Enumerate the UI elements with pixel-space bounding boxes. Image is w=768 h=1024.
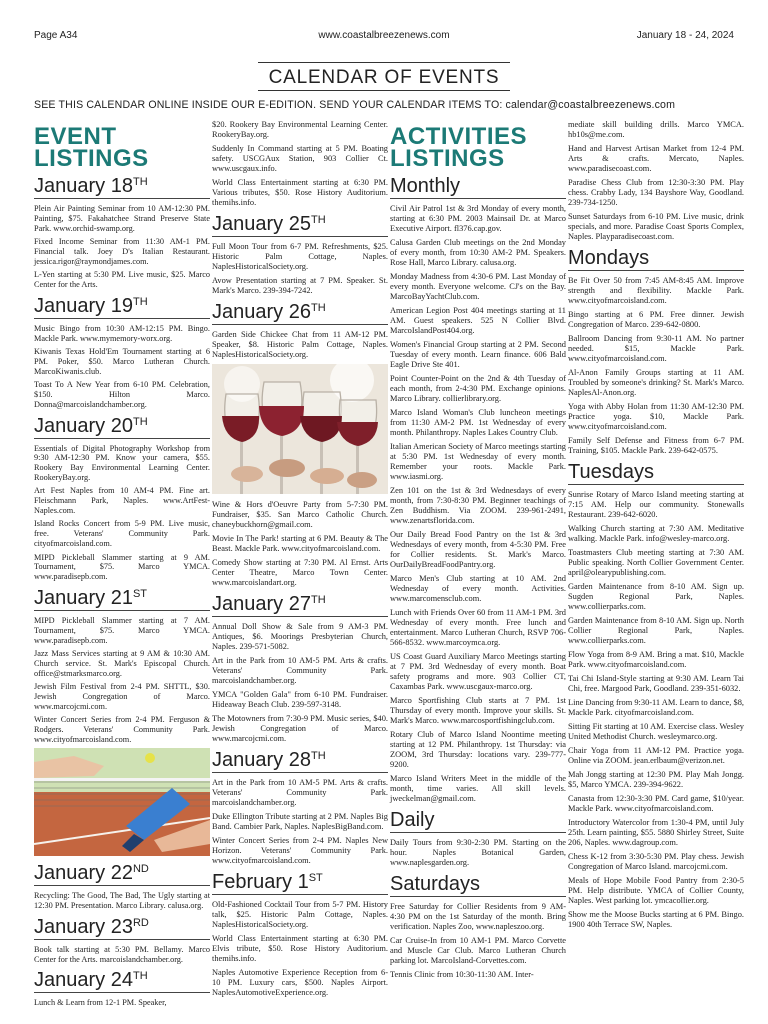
date-group — [34, 175, 210, 290]
day-heading — [390, 175, 566, 199]
list-item: Marco Island Woman's Club luncheon meetings from 11:30 AM-2 PM. 1st Wednesday of every month. Philanthropy. Naples Lakes Country Club. — [390, 408, 566, 437]
ordinal-suffix: TH — [132, 176, 148, 188]
list-item: Island Rocks Concert from 5-9 PM. Live music, free. Veterans' Community Park. cityofmarcoisland.com. — [34, 519, 210, 549]
date-group — [390, 175, 566, 804]
list-item: Winter Concert Series from 2-4 PM. Ferguson & Rodgers. Veterans' Community Park. www.cityofmarcoisland.com. — [34, 715, 210, 744]
pickleball-illustration — [34, 748, 210, 856]
day-heading — [34, 587, 210, 611]
list-item: Chair Yoga from 11 AM-12 PM. Practice yoga. Online via ZOOM. jean.erlbaum@verizon.net. — [568, 746, 744, 765]
list-item: Sunset Saturdays from 6-10 PM. Live music, drink specials, and more. Paradise Coast Sports Complex, Naples. Playparadisecoast.com. — [568, 212, 744, 241]
day-label: January 27 — [212, 593, 311, 615]
list-item: World Class Entertainment starting at 6:30 PM. Elvis tribute, $50. Rose History Auditorium. themihs.info. — [212, 934, 388, 963]
date-group — [34, 415, 210, 582]
site-url[interactable]: www.coastalbreezenews.com — [318, 30, 450, 41]
day-label: January 24 — [34, 969, 133, 992]
title-rule-top — [258, 62, 510, 63]
list-item: Italian American Society of Marco meetings starting at 5:30 PM. 1st Wednesday of every month. Remember your roots. Mackle Park. www.iasmi.org. — [390, 442, 566, 481]
list-item: World Class Entertainment starting at 6:30 PM. Various tributes, $50. Rose History Auditorium. themihs.info. — [212, 178, 388, 207]
issue-date: January 18 - 24, 2024 — [636, 30, 734, 41]
ordinal-suffix: TH — [310, 214, 326, 226]
day-heading — [212, 871, 388, 895]
list-item: Old-Fashioned Cocktail Tour from 5-7 PM. History talk, $25. Historic Palm Cottage, Naples. NaplesHistoricalSociety.org. — [212, 900, 388, 929]
day-heading — [568, 461, 744, 485]
list-item: Free Saturday for Collier Residents from 9 AM-4:30 PM on the 1st Saturday of the month. Bring verification. Naples Zoo, www.napleszoo.org. — [390, 902, 566, 931]
ordinal-suffix: RD — [132, 916, 149, 929]
day-label: Monthly — [390, 175, 461, 197]
list-item: Meals of Hope Mobile Food Pantry from 2:30-5 PM. Help distribute. YMCA of Collier County, Naples. West parking lot. ymcacollier.org. — [568, 876, 744, 905]
column-event-listings — [34, 120, 210, 1012]
continued-items — [568, 120, 744, 242]
list-item: Garden Side Chickee Chat from 11 AM-12 PM. Speaker, $8. Historic Palm Cottage, Naples. NaplesHistoricalSociety.org. — [212, 330, 388, 359]
date-group — [568, 461, 744, 930]
list-item: Suddenly In Command starting at 5 PM. Boating safety. USCGAux Station, 903 Collier Ct. www.uscgaux.info. — [212, 144, 388, 173]
column-event-listings-continued — [212, 120, 388, 1002]
list-item: Art in the Park from 10 AM-5 PM. Arts & crafts. Veterans' Community Park. marcoislandchamber.org. — [212, 656, 388, 685]
list-item: Point Counter-Point on the 2nd & 4th Tuesday of each month, from 2-4:30 PM. Exchange opinions. Marco Library. collierlibrary.org. — [390, 374, 566, 403]
list-item: Book talk starting at 5:30 PM. Bellamy. Marco Center for the Arts. marcoislandchamber.org. — [34, 944, 210, 964]
list-item: Canasta from 12:30-3:30 PM. Card game, $10/year. Mackle Park. www.cityofmarcoisland.com. — [568, 794, 744, 813]
section-heading: ACTIVITIES — [390, 123, 528, 150]
list-item: Our Daily Bread Food Pantry on the 1st & 3rd Wednesdays of every month, from 4-5:30 PM. Free for Collier residents. St. Mark's Marco. OurDailyBreadFoodPantry.org. — [390, 530, 566, 569]
list-item: Lunch & Learn from 12-1 PM. Speaker, — [34, 998, 167, 1008]
day-label: January 19 — [34, 294, 133, 317]
date-group — [212, 593, 388, 744]
column-activities-continued — [568, 120, 744, 934]
day-label: Mondays — [568, 247, 650, 269]
ordinal-suffix: ND — [132, 863, 149, 876]
list-item: Be Fit Over 50 from 7:45 AM-8:45 AM. Improve strength and flexibility. Mackle Park. www.cityofmarcoisland.com. — [568, 276, 744, 305]
list-item: Walking Church starting at 7:30 AM. Meditative walking. Mackle Park. info@wesley-marco.org. — [568, 524, 744, 543]
subtitle: SEE THIS CALENDAR ONLINE INSIDE OUR E-EDITION. SEND YOUR CALENDAR ITEMS TO: calendar@coastalbreezenews.com — [34, 99, 676, 111]
pickleball-photo — [34, 748, 210, 856]
day-heading — [390, 809, 566, 833]
list-item: Marco Men's Club starting at 10 AM. 2nd Wednesday of every month. Activities. www.marcomensclub.com. — [390, 574, 566, 603]
day-label: January 21 — [34, 586, 133, 609]
day-heading — [34, 295, 210, 319]
list-item: Flow Yoga from 8-9 AM. Bring a mat. $10, Mackle Park. www.cityofmarcoisland.com. — [568, 650, 744, 669]
ordinal-suffix: TH — [132, 415, 148, 428]
list-item: Jazz Mass Services starting at 9 AM & 10:30 AM. Church service. St. Mark's Episcopal Church. office@stmarksmarco.org. — [34, 649, 210, 678]
ordinal-suffix: ST — [132, 587, 148, 600]
list-item: Family Self Defense and Fitness from 6-7 PM. Training, $105. Mackle Park. 239-642-0575. — [568, 436, 744, 455]
day-label: January 18 — [34, 175, 133, 197]
list-item: Wine & Hors d'Oeuvre Party from 5-7:30 PM. Fundraiser, $35. San Marco Catholic Church. chaneybuckhorn@gmail.com. — [212, 500, 388, 529]
list-item: MIPD Pickleball Slammer starting at 9 AM. Tournament, $75. Marco YMCA. www.paradisepb.com. — [34, 552, 210, 582]
list-item: Music Bingo from 10:30 AM-12:15 PM. Bingo. Mackle Park. www.mymemory-worx.org. — [34, 323, 210, 343]
list-item: Paradise Chess Club from 12:30-3:30 PM. Play chess. Crabby Lady, 134 Bayshore Way, Goodland. 239-734-1250. — [568, 178, 744, 207]
day-label: February 1 — [212, 871, 309, 893]
day-label: January 20 — [34, 414, 133, 437]
day-heading — [568, 247, 744, 271]
date-group — [212, 301, 388, 588]
list-item: Movie In The Park! starting at 6 PM. Beauty & The Beast. Mackle Park. www.cityofmarcoisland.com. — [212, 534, 388, 553]
day-label: January 25 — [212, 213, 311, 235]
page-title: CALENDAR OF EVENTS — [268, 67, 500, 88]
day-heading — [390, 873, 566, 897]
day-heading — [212, 593, 388, 617]
day-label: January 26 — [212, 301, 311, 323]
day-label: January 22 — [34, 862, 133, 885]
day-heading — [34, 862, 210, 886]
list-item: Duke Ellington Tribute starting at 2 PM. Naples Big Band. Cambier Park, Naples. NaplesBigBand.com. — [212, 812, 388, 831]
list-item: Garden Maintenance from 8-10 AM. Sign up. North Collier Regional Park, Naples. www.collierparks.com. — [568, 616, 744, 645]
continued-items — [212, 120, 388, 208]
day-label: January 23 — [34, 915, 133, 938]
list-item: Tennis Clinic from 10:30-11:30 AM. Inter- — [390, 970, 534, 979]
list-item: Sunrise Rotary of Marco Island meeting starting at 7:15 AM. Help our community. Stonewalls Restaurant. 239-642-6020. — [568, 490, 744, 519]
ordinal-suffix: TH — [310, 750, 326, 762]
list-item: Annual Doll Show & Sale from 9 AM-3 PM. Antiques, $6. Moorings Presbyterian Church, Naples. 239-571-5082. — [212, 622, 388, 651]
day-label: Tuesdays — [568, 461, 654, 483]
day-heading — [212, 213, 388, 237]
list-item: $20. Rookery Bay Environmental Learning Center. RookeryBay.org. — [212, 120, 388, 139]
page-header — [34, 30, 734, 44]
day-heading — [34, 969, 210, 993]
list-item: American Legion Post 404 meetings starting at 11 AM. Guest speakers. 525 N Collier Blvd. MarcoIslandPost404.org. — [390, 306, 566, 335]
list-item: Essentials of Digital Photography Workshop from 9:30 AM-12:30 PM. Know your camera, $55. Rookery Bay Environmental Learning Center. RookeryBay.org. — [34, 443, 210, 482]
list-item: Calusa Garden Club meetings on the 2nd Monday of every month, from 10:30 AM-2 PM. Speakers. Rose Hall, Marco Library. calusa.org. — [390, 238, 566, 267]
list-item: Women's Financial Group starting at 2 PM. Second Tuesday of every month. Learn finance. 606 Bald Eagle Drive Ste 401. — [390, 340, 566, 369]
column-activities — [390, 120, 566, 984]
list-item: Jewish Film Festival from 2-4 PM. SHTTL, $30. Jewish Congregation of Marco. www.marcojcmi.com. — [34, 682, 210, 711]
list-item: Civil Air Patrol 1st & 3rd Monday of every month, starting at 6:30 PM. 2003 Mainsail Dr. at Marco Executive Airport. fl376.cap.gov. — [390, 204, 566, 233]
list-item: Marco Sportfishing Club starts at 7 PM. 1st Thursday of every month. Improve your skills. St. Mark's Marco. www.marcosportfishingclub.com. — [390, 696, 566, 725]
list-item: Art Fest Naples from 10 AM-4 PM. Fine art. Fleischmann Park, Naples. www.ArtFest-Naples.com. — [34, 486, 210, 515]
list-item: Toast To A New Year from 6-10 PM. Celebration, $150. Hilton Marco. Donna@marcoislandchamber.org. — [34, 380, 210, 409]
day-heading — [34, 916, 210, 940]
list-item: Line Dancing from 9:30-11 AM. Learn to dance, $8, Mackle Park. cityofmarcoisland.com. — [568, 698, 744, 717]
section-heading: LISTINGS — [390, 145, 505, 172]
day-label: Daily — [390, 809, 435, 831]
date-group — [212, 749, 388, 866]
list-item: Introductory Watercolor from 1:30-4 PM, until July 25th. Learn painting, $55. 5880 Shirley Street, Suite 206, Naples. www.dagroup.com. — [568, 818, 744, 847]
date-group — [212, 213, 388, 296]
date-group — [34, 587, 210, 856]
list-item: Monday Madness from 4:30-6 PM. Last Monday of every month. Everyone welcome. CJ's on the Bay. MarcoBayYachtClub.com. — [390, 272, 566, 301]
list-item: MIPD Pickleball Slammer starting at 7 AM. Tournament, $75. Marco YMCA. www.paradisepb.com. — [34, 615, 210, 645]
list-item: Garden Maintenance from 8-10 AM. Sign up. Sugden Regional Park, Naples. www.collierparks.com. — [568, 582, 744, 611]
wine-glasses-illustration — [212, 364, 388, 494]
list-item: Daily Tours from 9:30-2:30 PM. Starting on the hour. Naples Botanical Garden, www.naplesgarden.org. — [390, 838, 566, 867]
list-item: Recycling: The Good, The Bad, The Ugly starting at 12:30 PM. Presentation. Marco Library. calusa.org. — [34, 891, 210, 911]
ordinal-suffix: TH — [310, 594, 326, 606]
day-heading — [34, 415, 210, 439]
list-item: Rotary Club of Marco Island Noontime meeting starting at 12 PM. Philanthropy. 1st Thursday: via ZOOM, 3rd Thursday: locations vary. 239-777-9200. — [390, 730, 566, 769]
list-item: Lunch with Friends Over 60 from 11 AM-1 PM. 3rd Wednesday of every month. Free lunch and entertainment. Marco Lutheran Church, RSVP 706-566-8532. www.marcoymca.org. — [390, 608, 566, 647]
list-item: Avow Presentation starting at 7 PM. Speaker. St. Mark's Marco. 239-394-7242. — [212, 276, 388, 295]
list-item: Plein Air Painting Seminar from 10 AM-12:30 PM. Painting, $75. Fakahatchee Strand Preserve State Park. www.orchid-swamp.org. — [34, 204, 210, 233]
list-item: L-Yen starting at 5:30 PM. Live music, $25. Marco Center for the Arts. — [34, 270, 210, 289]
ordinal-suffix: TH — [310, 302, 326, 314]
ordinal-suffix: ST — [308, 872, 323, 884]
list-item: US Coast Guard Auxiliary Marco Meetings starting at 7 PM. 3rd Wednesday of every month. Boat safety programs and more. 903 Collier CT, Caxambas Park. www.uscgaux-marco.org. — [390, 652, 566, 691]
list-item: Full Moon Tour from 6-7 PM. Refreshments, $25. Historic Palm Cottage, Naples. NaplesHistoricalSociety.org. — [212, 242, 388, 271]
list-item: Chess K-12 from 3:30-5:30 PM. Play chess. Jewish Congregation of Marco Island. marcojcmi.com. — [568, 852, 744, 871]
list-item: Marco Island Writers Meet in the middle of the month, time varies. All skill levels. jweckelman@gmail.com. — [390, 774, 566, 803]
date-group — [34, 969, 210, 1008]
list-item: Mah Jongg starting at 12:30 PM. Play Mah Jongg. $5, Marco YMCA. 239-394-9622. — [568, 770, 744, 789]
list-item: Winter Concert Series from 2-4 PM. Naples New Horizon. Veterans' Community Park. www.cityofmarcoisland.com. — [212, 836, 388, 865]
list-item: Show me the Moose Bucks starting at 6 PM. Bingo. 1900 40th Terrace SW, Naples. — [568, 910, 744, 929]
list-item: Kiwanis Texas Hold'Em Tournament starting at 6 PM. Poker, $50. Marco Lutheran Church. MarcoKiwanis.club. — [34, 347, 210, 376]
page-number: Page A34 — [34, 30, 78, 41]
date-group — [212, 871, 388, 998]
list-item: Comedy Show starting at 7:30 PM. Al Ernst. Arts Center Theatre, Marco Town Center. www.marcoislandart.org. — [212, 558, 388, 587]
list-item: Car Cruise-In from 10 AM-1 PM. Marco Corvette and Muscle Car Club. Marco Lutheran Church parking lot. MarcoIsland-Corvettes.com. — [390, 936, 566, 965]
date-group — [390, 873, 566, 980]
day-label: January 28 — [212, 749, 311, 771]
section-heading: EVENT — [34, 123, 117, 150]
list-item: Toastmasters Club meeting starting at 7:30 AM. Public speaking. North Collier Government Center. april@olearypublishing.com. — [568, 548, 744, 577]
section-heading: LISTINGS — [34, 145, 149, 172]
list-item: The Motowners from 7:30-9 PM. Music series, $40. Jewish Congregation of Marco. www.marcojcmi.com. — [212, 714, 388, 743]
day-heading — [212, 749, 388, 773]
list-item: Naples Automotive Experience Reception from 6-10 PM. Luxury cars, $500. Naples Airport. NaplesAutomotiveExperience.org. — [212, 968, 388, 997]
list-item: Bingo starting at 6 PM. Free dinner. Jewish Congregation of Marco. 239-642-0800. — [568, 310, 744, 329]
list-item: Zen 101 on the 1st & 3rd Wednesdays of every month, from 7:30-8:30 PM. Beginner teachings of Zen Buddhism. Via ZOOM. 239-961-2491, www.zenartsflorida.com. — [390, 486, 566, 525]
date-group — [34, 862, 210, 911]
list-item: Art in the Park from 10 AM-5 PM. Arts & crafts. Veterans' Community Park. marcoislandchamber.org. — [212, 778, 388, 807]
list-item: Yoga with Abby Holan from 11:30 AM-12:30 PM. Practice yoga. $10, Mackle Park. www.cityofmarcoisland.com. — [568, 402, 744, 431]
day-heading — [212, 301, 388, 325]
list-item: Tai Chi Island-Style starting at 9:30 AM. Learn Tai Chi, free. Margood Park, Goodland. 239-351-6032. — [568, 674, 744, 693]
list-item: mediate skill building drills. Marco YMCA. hb10s@me.com. — [568, 120, 744, 139]
ordinal-suffix: TH — [132, 295, 148, 308]
list-item: YMCA "Golden Gala" from 6-10 PM. Fundraiser. Hideaway Beach Club. 239-597-3148. — [212, 690, 388, 709]
list-item: Ballroom Dancing from 9:30-11 AM. No partner needed. $15, Mackle Park. www.cityofmarcoisland.com. — [568, 334, 744, 363]
date-group — [34, 916, 210, 965]
list-item: Al-Anon Family Groups starting at 11 AM. Troubled by someone's drinking? St. Mark's Marco. NaplesAl-Anon.org. — [568, 368, 744, 397]
wine-glasses-photo — [212, 364, 388, 494]
date-group — [390, 809, 566, 868]
list-item: Fixed Income Seminar from 11:30 AM-1 PM. Financial talk. Joey D's Italian Restaurant. jessica.rigor@raymondjames.com. — [34, 237, 210, 266]
date-group — [568, 247, 744, 456]
ordinal-suffix: TH — [132, 970, 148, 983]
day-heading — [34, 175, 210, 199]
list-item: Sitting Fit starting at 10 AM. Exercise class. Wesley United Methodist Church. wesleymarco.org. — [568, 722, 744, 741]
title-rule-bottom — [258, 90, 510, 91]
date-group — [34, 295, 210, 410]
day-label: Saturdays — [390, 873, 481, 895]
list-item: Hand and Harvest Artisan Market from 12-4 PM. Arts & crafts. Mercato, Naples. www.paradisecoast.com. — [568, 144, 744, 173]
